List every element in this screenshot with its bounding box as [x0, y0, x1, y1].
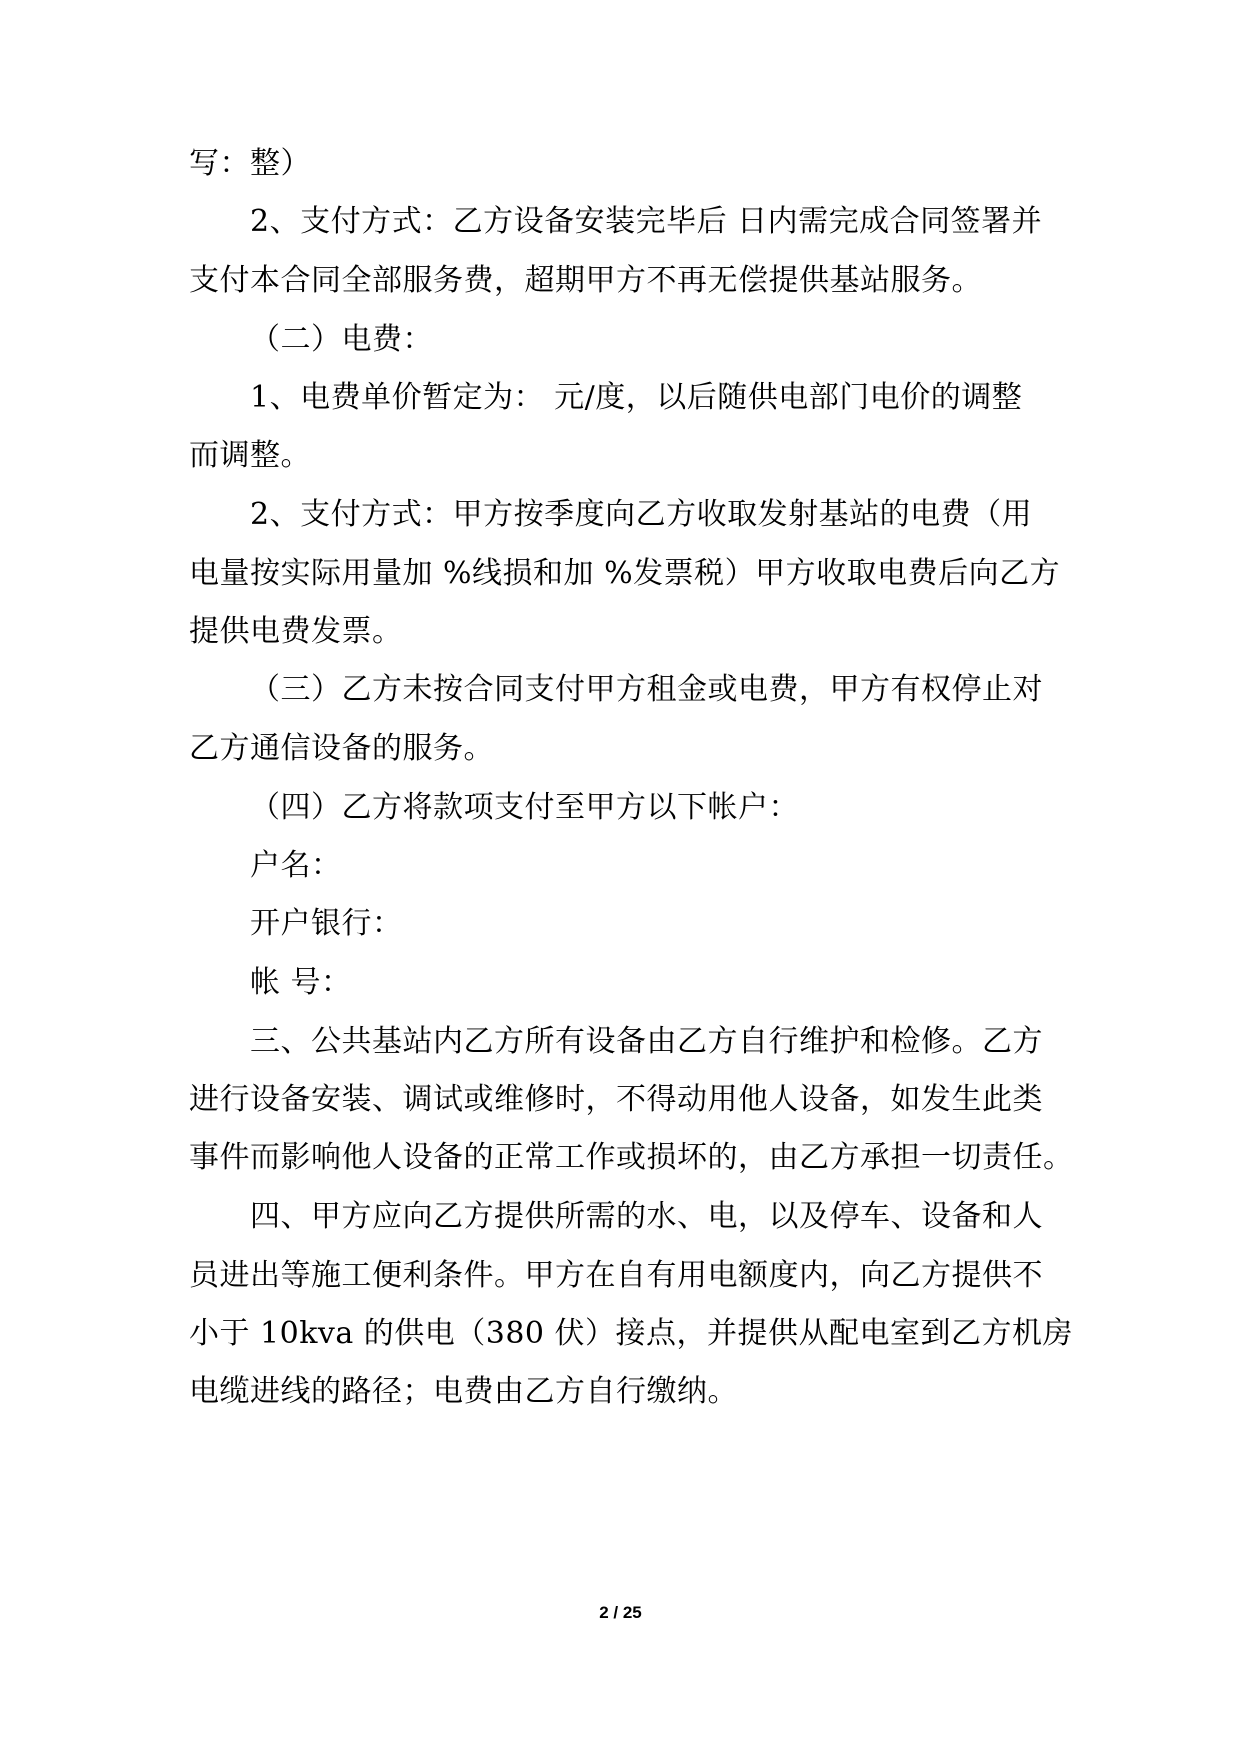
text-line: 帐 号： — [250, 965, 352, 1000]
text-line: 员进出等施工便利条件。甲方在自有用电额度内，向乙方提供不 — [189, 1258, 1043, 1293]
text-line: 电量按实际用量加 %线损和加 %发票税）甲方收取电费后向乙方 — [189, 556, 1061, 591]
text-line: 户名： — [250, 848, 342, 883]
text-line: 支付本合同全部服务费，超期甲方不再无偿提供基站服务。 — [189, 263, 982, 298]
text-line: 而调整。 — [189, 438, 311, 473]
text-line: 三、公共基站内乙方所有设备由乙方自行维护和检修。乙方 — [250, 1024, 1043, 1059]
text-line: 2、支付方式：乙方设备安装完毕后 日内需完成合同签署并 — [250, 204, 1043, 239]
text-line: （二）电费： — [250, 322, 433, 357]
text-line: 2、支付方式：甲方按季度向乙方收取发射基站的电费（用 — [250, 497, 1033, 532]
page-number: 2 / 25 — [599, 1603, 642, 1622]
text-line: 进行设备安装、调试或维修时，不得动用他人设备，如发生此类 — [189, 1082, 1043, 1117]
text-line: 写：整） — [189, 146, 311, 181]
text-line: 开户银行： — [250, 906, 403, 941]
text-line: 乙方通信设备的服务。 — [189, 731, 494, 766]
text-line: 小于 10kva 的供电（380 伏）接点，并提供从配电室到乙方机房 — [189, 1316, 1074, 1351]
text-line: 事件而影响他人设备的正常工作或损坏的，由乙方承担一切责任。 — [189, 1140, 1074, 1175]
text-line: 四、甲方应向乙方提供所需的水、电，以及停车、设备和人 — [250, 1199, 1043, 1234]
text-line: 提供电费发票。 — [189, 614, 403, 649]
text-line: （四）乙方将款项支付至甲方以下帐户： — [250, 790, 799, 825]
text-line: 1、电费单价暂定为： 元/度，以后随供电部门电价的调整 — [250, 380, 1023, 415]
text-line: （三）乙方未按合同支付甲方租金或电费，甲方有权停止对 — [250, 672, 1043, 707]
text-line: 电缆进线的路径；电费由乙方自行缴纳。 — [189, 1374, 738, 1409]
